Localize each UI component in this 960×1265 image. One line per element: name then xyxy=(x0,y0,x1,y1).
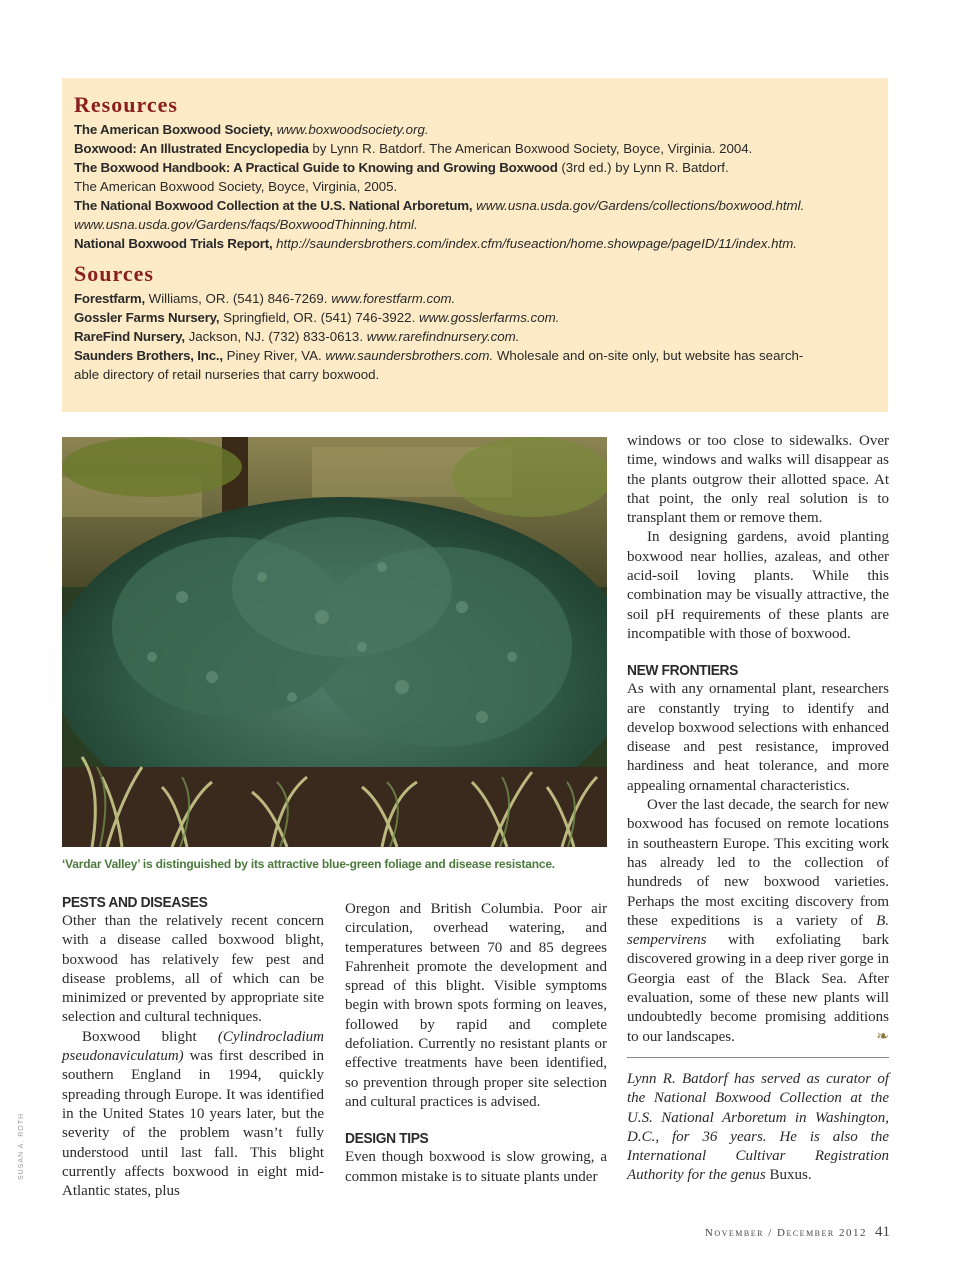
resource-item: Boxwood: An Illustrated Encyclopedia by Lynn R. Batdorf. The American Boxwood Society, Boyce, Virginia. 2004. xyxy=(74,141,753,156)
resource-item-continued: The American Boxwood Society, Boyce, Virginia, 2005. xyxy=(74,179,398,194)
boxwood-photo xyxy=(62,437,607,847)
column-1 xyxy=(62,893,324,1201)
paragraph: Over the last decade, the search for new boxwood has focused on remote locations in southeastern Europe. This exciting work has already led to the collection of hundreds of new boxwood varieties. Perhaps the most exciting discovery from these expeditions is a variety of B. sempervirens with exfoliating bark discovered growing in a deep river gorge in Georgia east of the Black Sea. After evaluation, some of these new plants will undoubtedly become promising additions to our landscapes. ❧ xyxy=(627,796,889,1047)
issue-date: November / December 2012 xyxy=(704,1227,867,1239)
design-tips-heading: DESIGN TIPS xyxy=(345,1130,429,1148)
author-bio: Lynn R. Batdorf has served as curator of the National Boxwood Collection at the U.S. National Arboretum in Washington, D.C., for 36 years. He is also the International Cultivar Registration Authority for the genus Buxus. xyxy=(627,1070,889,1184)
page-number: 41 xyxy=(875,1224,890,1240)
resource-item: The National Boxwood Collection at the U.S. National Arboretum, www.usna.usda.gov/Gardens/collections/boxwood.html. xyxy=(74,198,805,213)
source-item: Saunders Brothers, Inc., Piney River, VA. www.saundersbrothers.com. Wholesale and on-site only, but website has search- xyxy=(74,348,804,363)
boxwood-illustration xyxy=(62,437,607,847)
source-item: RareFind Nursery, Jackson, NJ. (732) 833-0613. www.rarefindnursery.com. xyxy=(74,329,520,344)
paragraph: In designing gardens, avoid planting boxwood near hollies, azaleas, and other acid-soil loving plants. While this combination may be visually attractive, the soil pH requirements of these plants are incompatible with those of boxwood. xyxy=(627,529,889,642)
column-2 xyxy=(345,900,607,1187)
sources-heading: Sources xyxy=(74,261,154,286)
pests-diseases-heading: PESTS AND DISEASES xyxy=(62,894,208,911)
resource-item: The Boxwood Handbook: A Practical Guide to Knowing and Growing Boxwood (3rd ed.) by Lynn R. Batdorf. xyxy=(74,160,729,175)
page-footer xyxy=(705,1224,890,1241)
paragraph: Oregon and British Columbia. Poor air circulation, overhead watering, and temperatures between 70 and 85 degrees Fahrenheit promote the development and spread of this blight. Visible symptoms begin with brown spots forming on leaves, followed by rapid and complete defoliation. Currently no resistant plants or effective treatments have been identified, so prevention through proper site selection and cultural practices is advised. xyxy=(345,901,607,1110)
photo-caption: ‘Vardar Valley’ is distinguished by its attractive blue-green foliage and disease resistance. xyxy=(62,857,555,871)
resource-item: The American Boxwood Society, www.boxwoodsociety.org. xyxy=(74,122,429,137)
source-item: Gossler Farms Nursery, Springfield, OR. (541) 746-3922. www.gosslerfarms.com. xyxy=(74,310,560,325)
paragraph: Other than the relatively recent concern with a disease called boxwood blight, boxwood has relatively few pest and disease problems, all of which can be minimized or prevented by appropriate site selection and cultural techniques. xyxy=(62,913,324,1026)
resource-item: National Boxwood Trials Report, http://saundersbrothers.com/index.cfm/fuseaction/home.showpage/pageID/11/index.htm. xyxy=(74,236,797,251)
resources-box xyxy=(62,78,888,412)
paragraph: As with any ornamental plant, researchers are constantly trying to identify and develop boxwood selections with enhanced disease and pest resistance, improved hardiness and heat tolerance, and more appealing ornamental characteristics. xyxy=(627,681,889,794)
source-item-continued: able directory of retail nurseries that carry boxwood. xyxy=(74,367,380,382)
photo-credit: SUSAN A. ROTH xyxy=(18,1112,25,1180)
paragraph: Boxwood blight (Cylindrocladium pseudonaviculatum) was first described in southern England in 1994, quickly spreading through Europe. It was identified in the United States 10 years later, but the severity of the problem wasn’t fully understood until last fall. This blight currently affects boxwood in eight mid-Atlantic states, plus xyxy=(62,1028,325,1200)
resources-heading: Resources xyxy=(74,92,178,117)
column-3 xyxy=(627,432,889,1186)
divider xyxy=(627,1057,889,1058)
end-ornament-icon: ❧ xyxy=(876,1028,889,1045)
new-frontiers-heading: NEW FRONTIERS xyxy=(627,662,738,680)
paragraph: windows or too close to sidewalks. Over time, windows and walks will disappear as the plants outgrow their allotted space. At that point, the only real solution is to transplant them or remove them. xyxy=(627,433,889,527)
resource-item-continued: www.usna.usda.gov/Gardens/faqs/BoxwoodThinning.html. xyxy=(74,217,418,232)
paragraph: Even though boxwood is slow growing, a common mistake is to situate plants under xyxy=(345,1149,607,1185)
source-item: Forestfarm, Williams, OR. (541) 846-7269. www.forestfarm.com. xyxy=(74,291,456,306)
